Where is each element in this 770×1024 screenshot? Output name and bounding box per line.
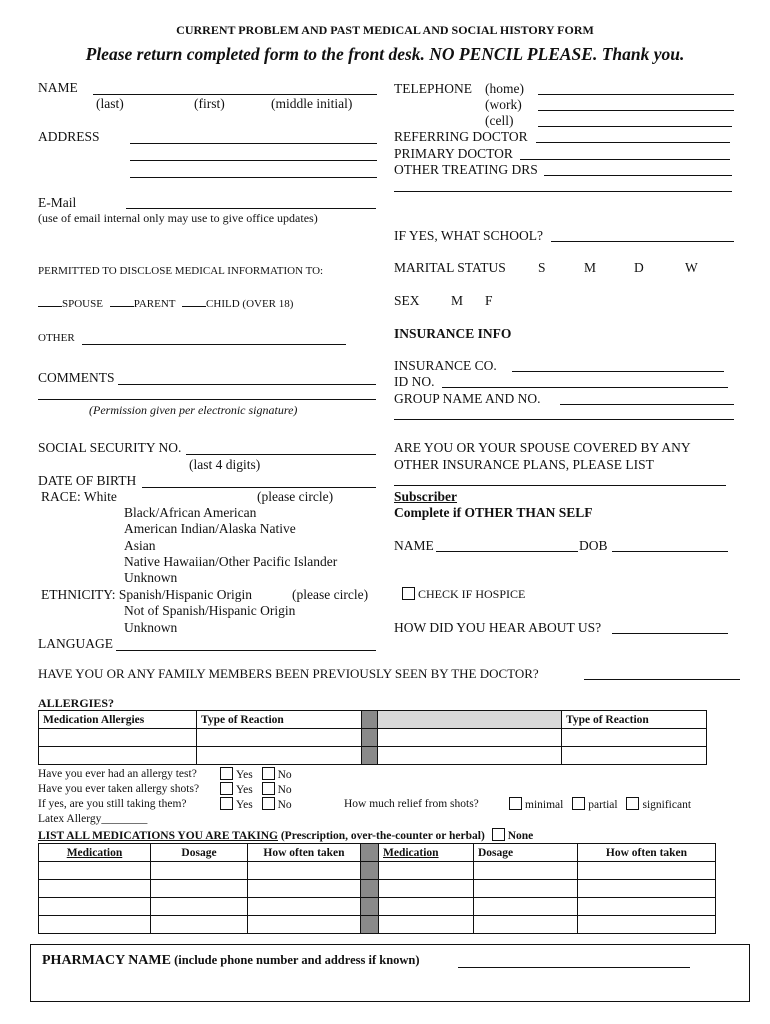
table-cell[interactable] (39, 747, 197, 765)
race-circle-note: (please circle) (257, 489, 334, 504)
comments-line-1[interactable] (118, 384, 376, 385)
relief-options (509, 797, 691, 811)
yes-label: Yes (236, 799, 253, 811)
group-line[interactable] (560, 404, 734, 405)
race-option[interactable]: Unknown (124, 570, 178, 585)
telephone-label: TELEPHONE (394, 81, 472, 96)
name-label: NAME (38, 80, 78, 95)
table-cell[interactable] (248, 898, 361, 916)
address-line-3[interactable] (130, 177, 377, 178)
medications-header-note: (Prescription, over-the-counter or herbal) (277, 830, 485, 842)
allergy-shots-options (220, 782, 292, 796)
address-line-2[interactable] (130, 160, 377, 161)
marital-option-s[interactable]: S (538, 260, 546, 275)
column-divider (362, 747, 378, 765)
hospice-checkbox[interactable] (402, 587, 415, 600)
name-sub-last: (last) (96, 96, 124, 111)
ethnicity-circle-note: (please circle) (292, 587, 369, 602)
yes-label: Yes (236, 784, 253, 796)
complete-if-note: Complete if OTHER THAN SELF (394, 505, 593, 520)
table-cell[interactable] (39, 916, 151, 934)
table-cell[interactable] (378, 729, 562, 747)
name-sub-first: (first) (194, 96, 225, 111)
group-label: GROUP NAME AND NO. (394, 391, 541, 406)
insurance-header: INSURANCE INFO (394, 326, 512, 341)
primary-label: PRIMARY DOCTOR (394, 146, 513, 161)
column-divider (362, 729, 378, 747)
allergy-shots-yes-checkbox[interactable] (220, 782, 233, 795)
race-label[interactable]: RACE: White (41, 489, 117, 504)
table-header-row (39, 711, 707, 729)
email-note: (use of email internal only may use to give office updates) (38, 211, 318, 225)
medications-header-text: LIST ALL MEDICATIONS YOU ARE TAKING (38, 830, 278, 842)
address-line-1[interactable] (130, 143, 377, 144)
form-title: CURRENT PROBLEM AND PAST MEDICAL AND SOCIAL HISTORY FORM (176, 23, 594, 37)
school-label: IF YES, WHAT SCHOOL? (394, 228, 544, 243)
table-cell[interactable] (39, 729, 197, 747)
tel-work-label: (work) (485, 97, 522, 112)
relief-minimal-label: minimal (525, 799, 564, 811)
tel-home-label: (home) (485, 81, 524, 96)
spouse-blank[interactable] (38, 294, 62, 307)
permission-note: (Permission given per electronic signature) (89, 403, 298, 417)
id-no-label: ID NO. (394, 374, 435, 389)
group-line-2[interactable] (394, 419, 734, 420)
comments-label: COMMENTS (38, 370, 115, 385)
column-header-blank (378, 711, 562, 729)
address-label: ADDRESS (38, 129, 100, 144)
referring-label: REFERRING DOCTOR (394, 129, 528, 144)
race-option[interactable]: Native Hawaiian/Other Pacific Islander (124, 554, 338, 569)
table-row[interactable] (39, 747, 707, 765)
table-row[interactable] (39, 862, 716, 880)
parent-label: PARENT (133, 298, 176, 310)
relief-question: How much relief from shots? (344, 798, 479, 810)
table-cell[interactable] (578, 916, 716, 934)
subscriber-name-line[interactable] (436, 551, 578, 552)
column-divider (361, 844, 379, 862)
yes-label: Yes (236, 769, 253, 781)
table-cell[interactable] (39, 898, 151, 916)
spouse-label: SPOUSE (62, 298, 103, 310)
column-header-how-often: How often taken (248, 844, 361, 862)
table-cell[interactable] (562, 729, 707, 747)
table-cell[interactable] (151, 862, 248, 880)
table-cell[interactable] (248, 880, 361, 898)
table-cell[interactable] (39, 880, 151, 898)
subscriber-name-label: NAME (394, 538, 434, 553)
table-cell[interactable] (248, 916, 361, 934)
table-cell[interactable] (151, 898, 248, 916)
table-cell[interactable] (197, 747, 362, 765)
relief-partial-checkbox[interactable] (572, 797, 585, 810)
other-label: OTHER (38, 332, 75, 344)
table-cell[interactable] (474, 862, 578, 880)
race-option[interactable]: Asian (124, 538, 156, 553)
table-cell[interactable] (474, 916, 578, 934)
column-header-medication (39, 844, 151, 862)
table-row[interactable] (39, 729, 707, 747)
column-divider (361, 898, 379, 916)
no-label: No (277, 784, 292, 796)
column-divider (361, 862, 379, 880)
pharmacy-label: PHARMACY NAME (42, 953, 171, 968)
medications-none-label: None (507, 830, 534, 842)
allergy-shots-no-checkbox[interactable] (262, 782, 275, 795)
other-treating-line[interactable] (544, 175, 732, 176)
table-cell[interactable] (379, 898, 474, 916)
subscriber-header: Subscriber (394, 489, 458, 504)
id-no-line[interactable] (442, 387, 728, 388)
marital-option-d[interactable]: D (634, 260, 644, 275)
column-header-medication-text: Medication (66, 846, 123, 859)
allergy-table (38, 710, 707, 765)
child-blank[interactable] (182, 294, 206, 307)
language-line[interactable] (116, 650, 376, 651)
ethnicity-option[interactable]: Not of Spanish/Hispanic Origin (124, 603, 296, 618)
table-cell[interactable] (248, 862, 361, 880)
hospice-check[interactable] (402, 587, 525, 602)
column-header-type-of-reaction: Type of Reaction (197, 711, 362, 729)
marital-label: MARITAL STATUS (394, 260, 506, 275)
sex-label: SEX (394, 293, 420, 308)
marital-option-m[interactable]: M (584, 260, 597, 275)
name-line[interactable] (93, 94, 377, 95)
table-cell[interactable] (379, 880, 474, 898)
relief-minimal-checkbox[interactable] (509, 797, 522, 810)
sex-option-f[interactable]: F (485, 293, 493, 308)
hear-about-label: HOW DID YOU HEAR ABOUT US? (394, 620, 602, 635)
table-cell[interactable] (562, 747, 707, 765)
pharmacy-line (42, 953, 420, 969)
insurance-co-line[interactable] (512, 371, 724, 372)
email-label: E-Mail (38, 195, 77, 210)
table-cell[interactable] (578, 898, 716, 916)
column-header-dosage: Dosage (151, 844, 248, 862)
table-cell[interactable] (151, 916, 248, 934)
ssn-note: (last 4 digits) (189, 457, 261, 472)
column-divider (361, 916, 379, 934)
table-cell[interactable] (474, 880, 578, 898)
relief-significant-label: significant (642, 799, 692, 811)
column-divider (362, 711, 378, 729)
relief-significant-checkbox[interactable] (626, 797, 639, 810)
subscriber-dob-label: DOB (579, 538, 608, 553)
column-divider (361, 880, 379, 898)
child-label: CHILD (OVER 18) (206, 298, 294, 310)
still-taking-no-checkbox[interactable] (262, 797, 275, 810)
latex-allergy[interactable]: Latex Allergy________ (38, 813, 148, 825)
dob-label: DATE OF BIRTH (38, 473, 137, 488)
no-label: No (277, 799, 292, 811)
allergies-header: ALLERGIES? (38, 696, 115, 710)
column-header-dosage-2: Dosage (474, 844, 578, 862)
still-taking-yes-checkbox[interactable] (220, 797, 233, 810)
column-header-medication-2 (379, 844, 474, 862)
ssn-label: SOCIAL SECURITY NO. (38, 440, 182, 455)
primary-line[interactable] (520, 159, 730, 160)
table-cell[interactable] (197, 729, 362, 747)
table-cell[interactable] (378, 747, 562, 765)
column-header-medication-2-text: Medication (383, 846, 439, 859)
subscriber-dob-line[interactable] (612, 551, 728, 552)
table-cell[interactable] (39, 862, 151, 880)
table-row[interactable] (39, 880, 716, 898)
pharmacy-note: (include phone number and address if known) (170, 953, 420, 967)
form-subtitle: Please return completed form to the front desk. NO PENCIL PLEASE. Thank you. (85, 44, 685, 64)
allergy-shots-question: Have you ever taken allergy shots? (38, 783, 200, 795)
other-treating-label: OTHER TREATING DRS (394, 162, 538, 177)
race-option[interactable]: Black/African American (124, 505, 257, 520)
no-label: No (277, 769, 292, 781)
sex-option-m[interactable]: M (451, 293, 464, 308)
name-sub-middle: (middle initial) (271, 96, 353, 111)
ethnicity-option[interactable]: Unknown (124, 620, 178, 635)
tel-home-line[interactable] (538, 94, 734, 95)
column-header-type-of-reaction-2: Type of Reaction (562, 711, 707, 729)
marital-option-w[interactable]: W (685, 260, 698, 275)
medications-table (38, 843, 716, 934)
referring-line[interactable] (536, 142, 730, 143)
school-line[interactable] (551, 241, 734, 242)
comments-line-2[interactable] (38, 399, 376, 400)
tel-cell-label: (cell) (485, 113, 514, 128)
dob-line[interactable] (142, 487, 376, 488)
tel-work-line[interactable] (538, 110, 734, 111)
ssn-line[interactable] (186, 454, 376, 455)
other-plans-blank[interactable] (394, 485, 726, 486)
pharmacy-name-line[interactable] (458, 967, 690, 968)
ethnicity-label[interactable]: ETHNICITY: Spanish/Hispanic Origin (41, 587, 252, 602)
permitted-options (38, 294, 293, 310)
language-label: LANGUAGE (38, 636, 113, 651)
still-taking-options (220, 797, 292, 811)
previously-seen-line[interactable] (584, 679, 740, 680)
medications-none-checkbox[interactable] (492, 828, 505, 841)
table-cell[interactable] (379, 916, 474, 934)
table-row[interactable] (39, 916, 716, 934)
insurance-co-label: INSURANCE CO. (394, 358, 497, 373)
table-cell[interactable] (151, 880, 248, 898)
still-taking-question: If yes, are you still taking them? (38, 798, 187, 810)
table-cell[interactable] (474, 898, 578, 916)
tel-cell-line[interactable] (538, 126, 732, 127)
hear-about-line[interactable] (612, 633, 728, 634)
allergy-test-no-checkbox[interactable] (262, 767, 275, 780)
previously-seen-label: HAVE YOU OR ANY FAMILY MEMBERS BEEN PREVIOUSLY SEEN BY THE DOCTOR? (38, 666, 539, 681)
column-header-medication-allergies: Medication Allergies (39, 711, 197, 729)
table-cell[interactable] (578, 862, 716, 880)
table-row[interactable] (39, 898, 716, 916)
other-line[interactable] (82, 344, 346, 345)
medications-header (38, 828, 533, 842)
other-treating-line-2[interactable] (394, 191, 732, 192)
permitted-label: PERMITTED TO DISCLOSE MEDICAL INFORMATION TO: (38, 265, 324, 277)
parent-blank[interactable] (110, 294, 134, 307)
other-plans-line-2: OTHER INSURANCE PLANS, PLEASE LIST (394, 457, 654, 472)
hospice-label: CHECK IF HOSPICE (418, 587, 526, 601)
other-plans-line-1: ARE YOU OR YOUR SPOUSE COVERED BY ANY (394, 440, 691, 455)
allergy-test-question: Have you ever had an allergy test? (38, 768, 197, 780)
table-cell[interactable] (578, 880, 716, 898)
race-option[interactable]: American Indian/Alaska Native (124, 521, 296, 536)
allergy-test-options (220, 767, 292, 781)
table-header-row (39, 844, 716, 862)
table-cell[interactable] (379, 862, 474, 880)
relief-partial-label: partial (588, 799, 618, 811)
column-header-how-often-2: How often taken (578, 844, 716, 862)
allergy-test-yes-checkbox[interactable] (220, 767, 233, 780)
email-line[interactable] (126, 208, 376, 209)
